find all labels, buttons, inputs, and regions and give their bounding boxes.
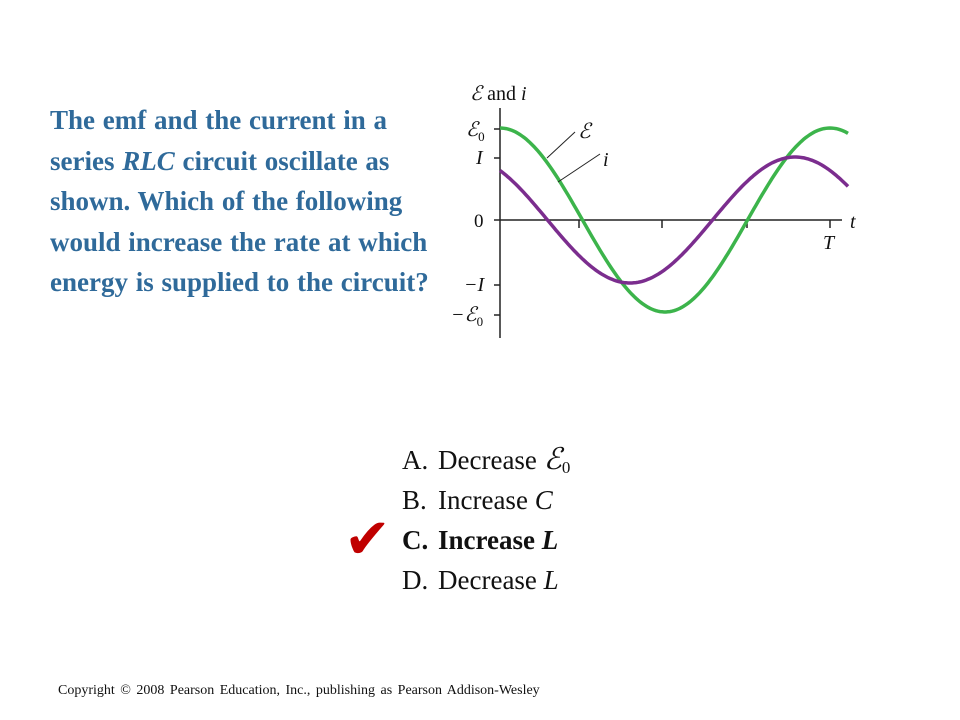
question-text xyxy=(50,100,442,303)
correct-checkmark-icon: ✔ xyxy=(344,507,391,572)
period-label: T xyxy=(823,232,835,254)
emf-curve-label: ℰ xyxy=(578,119,591,143)
answer-a[interactable] xyxy=(402,440,570,480)
tick-label-current-max: I xyxy=(476,147,483,169)
current-curve-label: i xyxy=(603,149,609,171)
answer-d[interactable] xyxy=(402,560,570,600)
emf-label-leader xyxy=(547,132,575,158)
tick-label-emf-min: −ℰ$_0$ xyxy=(451,304,484,329)
emf-current-graph xyxy=(440,70,870,350)
answer-c-letter: C. xyxy=(402,525,429,555)
answer-c[interactable] xyxy=(402,520,570,560)
tick-label-emf-max: ℰ$_0$ xyxy=(466,119,485,144)
answer-c-variable: L xyxy=(541,525,559,555)
answer-b-text: Increase xyxy=(438,485,535,515)
copyright-notice: Copyright © 2008 Pearson Education, Inc., publishing as Pearson Addison-Wesley xyxy=(58,683,540,698)
answer-b-letter: B. xyxy=(402,485,427,515)
question-emphasis: RLC xyxy=(122,145,175,176)
tick-label-current-min: −I xyxy=(464,274,485,296)
current-label-leader xyxy=(558,154,600,182)
answer-d-text: Decrease xyxy=(438,565,544,595)
answer-d-letter: D. xyxy=(402,565,429,595)
answer-d-variable: L xyxy=(543,565,559,595)
question-part-1: The emf and the current in a series xyxy=(50,105,387,176)
answer-list xyxy=(402,440,570,600)
answer-a-text: Decrease xyxy=(438,445,544,475)
answer-b[interactable] xyxy=(402,480,570,520)
answer-a-symbol: ℰ xyxy=(543,443,562,476)
answer-b-variable: C xyxy=(534,485,553,515)
answer-c-text: Increase xyxy=(438,525,542,555)
question-part-2: circuit oscillate as shown. Which of the following would increase the rate at which energy is supplied to the circuit? xyxy=(50,145,429,297)
answer-a-subscript: 0 xyxy=(561,458,571,477)
x-axis-label: t xyxy=(850,211,856,233)
answer-a-letter: A. xyxy=(402,445,429,475)
tick-label-zero: 0 xyxy=(474,211,484,232)
y-axis-label: ℰ and i xyxy=(470,83,527,105)
